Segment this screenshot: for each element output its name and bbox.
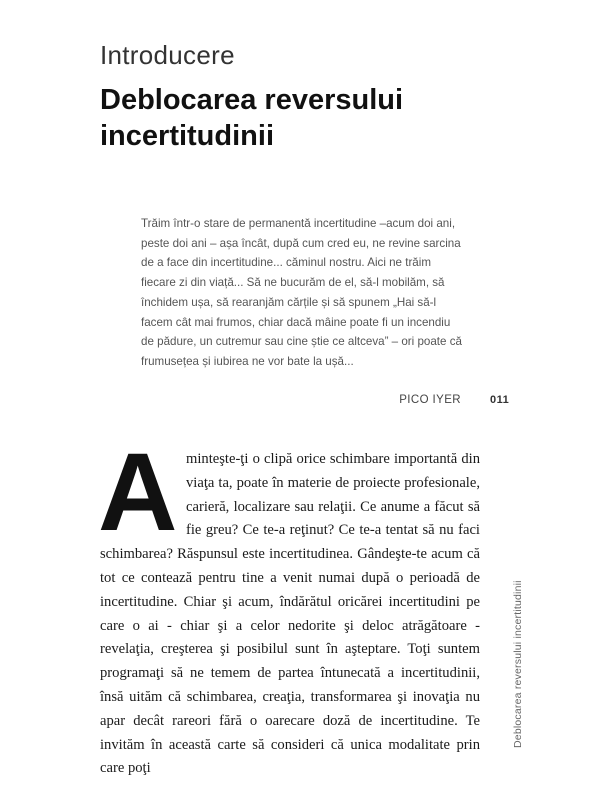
body-paragraph: [98, 431, 480, 781]
page-number: 011: [490, 394, 510, 406]
chapter-label: Introducere: [100, 40, 235, 70]
body-text: minteşte-ţi o clipă orice schimbare importantă din viaţa ta, poate în materie de proiecte profesionale, carieră, localizare sau relaţii. Ce anume a făcut să fie greu? Ce te-a reţinut? Ce te-a tentat să nu faci schimbarea? Răspunsul este incertitudinea. Gândeşte-te acum că tot ce contează pentru tine a venit numai după o perioadă de incertitudine. Chiar şi acum, îndărătul oricărei incertitudini pe care o ai - chiar şi a celor nedorite şi deloc atrăgătoare - revelaţia, creşterea şi posibilul sunt în aşteptare. Toţi suntem programaţi să ne temem de partea întunecată a incertitudinii, însă uităm că schimbarea, creaţia, transformarea şi inovaţia nu apar decât rareori fără o oarecare doză de incertitudine. Te invităm în această carte să consideri că unica modalitate prin care poţi: [100, 451, 480, 777]
drop-cap: A: [98, 431, 178, 554]
chapter-title: Deblocarea reversului incertitudinii: [100, 84, 404, 152]
running-head: Deblocarea reversului incertitudinii: [512, 580, 524, 748]
epigraph-quote: Trăim într-o stare de permanentă incertitudine –acum doi ani, peste doi ani – așa încât, după cum cred eu, ne revine sarcina de a face din incertitudine... căminul nostru. Aici ne trăim fiecare zi din viață... Să ne bucurăm de el, să-l mobilăm, să închidem ușa, să rearanjăm cărțile și să spunem „Hai să-l facem cât mai frumos, chiar dacă mâine poate fi un incendiu de pădure, un cutremur sau cine știe ce altceva” – ori poate că frumusețea și iubirea ne vor bate la ușă...: [141, 217, 462, 368]
epigraph-author: PICO IYER: [399, 394, 461, 406]
